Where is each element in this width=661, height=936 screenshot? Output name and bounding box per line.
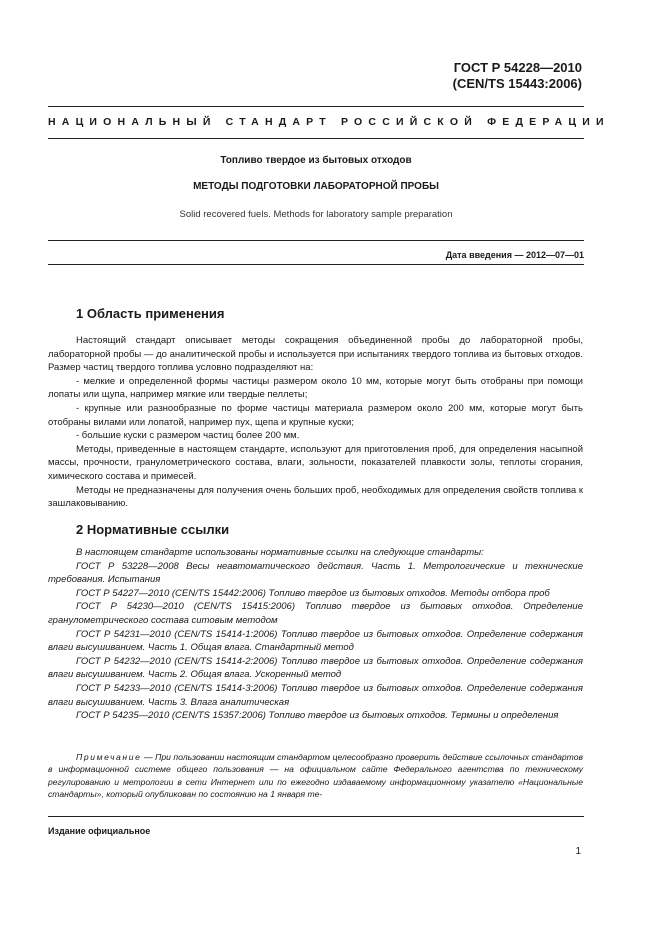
standard-code-cen: (CEN/TS 15443:2006) [452,76,582,91]
top-rule [48,106,584,107]
section-1-paragraph: Методы не предназначены для получения очень больших проб, необходимых для определения свойств топлива к зашлаковыванию. [48,484,583,510]
section-1-list-item: - мелкие и определенной формы частицы размером около 10 мм, которые могут быть отобраны при помощи лопаты или щупа, например мягкие или твердые пеллеты; [48,375,583,401]
date-rule-top [48,240,584,241]
reference-item: ГОСТ Р 54235—2010 (CEN/TS 15357:2006) Топливо твердое из бытовых отходов. Термины и определения [76,710,559,722]
introduction-date: Дата введения — 2012—07—01 [445,250,584,260]
banner-rule [48,138,584,139]
standard-code [453,60,582,92]
document-title-fuel: Топливо твердое из бытовых отходов [220,155,412,166]
section-1-heading: 1 Область применения [76,306,225,321]
section-1-paragraph: Настоящий стандарт описывает методы сокращения объединенной пробы до лабораторной пробы, лабораторной пробы — до аналитической пробы и используется при испытаниях твердого топлива из бытовых отходов. Размер частиц твердого топлива условно подразделяют на: [48,335,583,374]
references-intro: В настоящем стандарте использованы нормативные ссылки на следующие стандарты: [76,547,484,558]
national-standard-banner: НАЦИОНАЛЬНЫЙ СТАНДАРТ РОССИЙСКОЙ ФЕДЕРАЦИИ [48,116,610,128]
official-edition-label: Издание официальное [48,826,151,836]
page-number: 1 [575,846,581,857]
note-paragraph [48,751,583,801]
reference-item: ГОСТ Р 54232—2010 (CEN/TS 15414-2:2006) Топливо твердое из бытовых отходов. Определение содержания влаги высушиванием. Часть 2. Общая влага. Ускоренный метод [48,655,583,681]
note-label: Примечание [76,752,142,762]
reference-item: ГОСТ Р 54227—2010 (CEN/TS 15442:2006) Топливо твердое из бытовых отходов. Методы отбора проб [76,587,550,599]
section-1-list-item: - крупные или разнообразные по форме частицы материала размером около 200 мм, которые могут быть отобраны вилами или лопатой, например пух, щепа и крупные куски; [48,402,583,428]
normative-references-list [48,546,583,723]
document-title-english: Solid recovered fuels. Methods for laboratory sample preparation [179,209,453,220]
note-block [48,751,583,801]
note-text: — При пользовании настоящим стандартом целесообразно проверить действие ссылочных стандартов в информационной системе общего пользования — на официальном сайте Федерального агентства по техническому регулированию и метрологии в сети Интернет или по ежегодно издаваемому информационному указателю «Национальные стандарты», который опубликован по состоянию на 1 января те- [48,752,583,800]
reference-item: ГОСТ Р 54230—2010 (CEN/TS 15415:2006) Топливо твердое из бытовых отходов. Определение гранулометрического состава ситовым методом [48,601,583,626]
section-1-list-item: - большие куски с размером частиц более 200 мм. [76,430,300,442]
reference-item: ГОСТ Р 54231—2010 (CEN/TS 15414-1:2006) Топливо твердое из бытовых отходов. Определение содержания влаги высушиванием. Часть 1. Общая влага. Стандартный метод [48,628,583,654]
standard-code-gost: ГОСТ Р 54228—2010 [453,60,582,75]
section-1-body [48,334,583,511]
section-1-paragraph: Методы, приведенные в настоящем стандарте, используют для приготовления проб, для определения насыпной массы, прочности, гранулометрического состава, влаги, зольности, показателей плавкости золы, теплоты сгорания, химического состава и примесей. [48,443,583,482]
date-rule-bottom [48,264,584,265]
footer-rule [48,816,584,817]
reference-item: ГОСТ Р 54233—2010 (CEN/TS 15414-3:2006) Топливо твердое из бытовых отходов. Определение содержания влаги высушиванием. Часть 3. Влага аналитическая [48,682,583,708]
section-2-heading: 2 Нормативные ссылки [76,522,230,537]
document-title-methods: МЕТОДЫ ПОДГОТОВКИ ЛАБОРАТОРНОЙ ПРОБЫ [193,181,439,192]
reference-item: ГОСТ Р 53228—2008 Весы неавтоматического действия. Часть 1. Метрологические и технические требования. Испытания [48,560,583,586]
